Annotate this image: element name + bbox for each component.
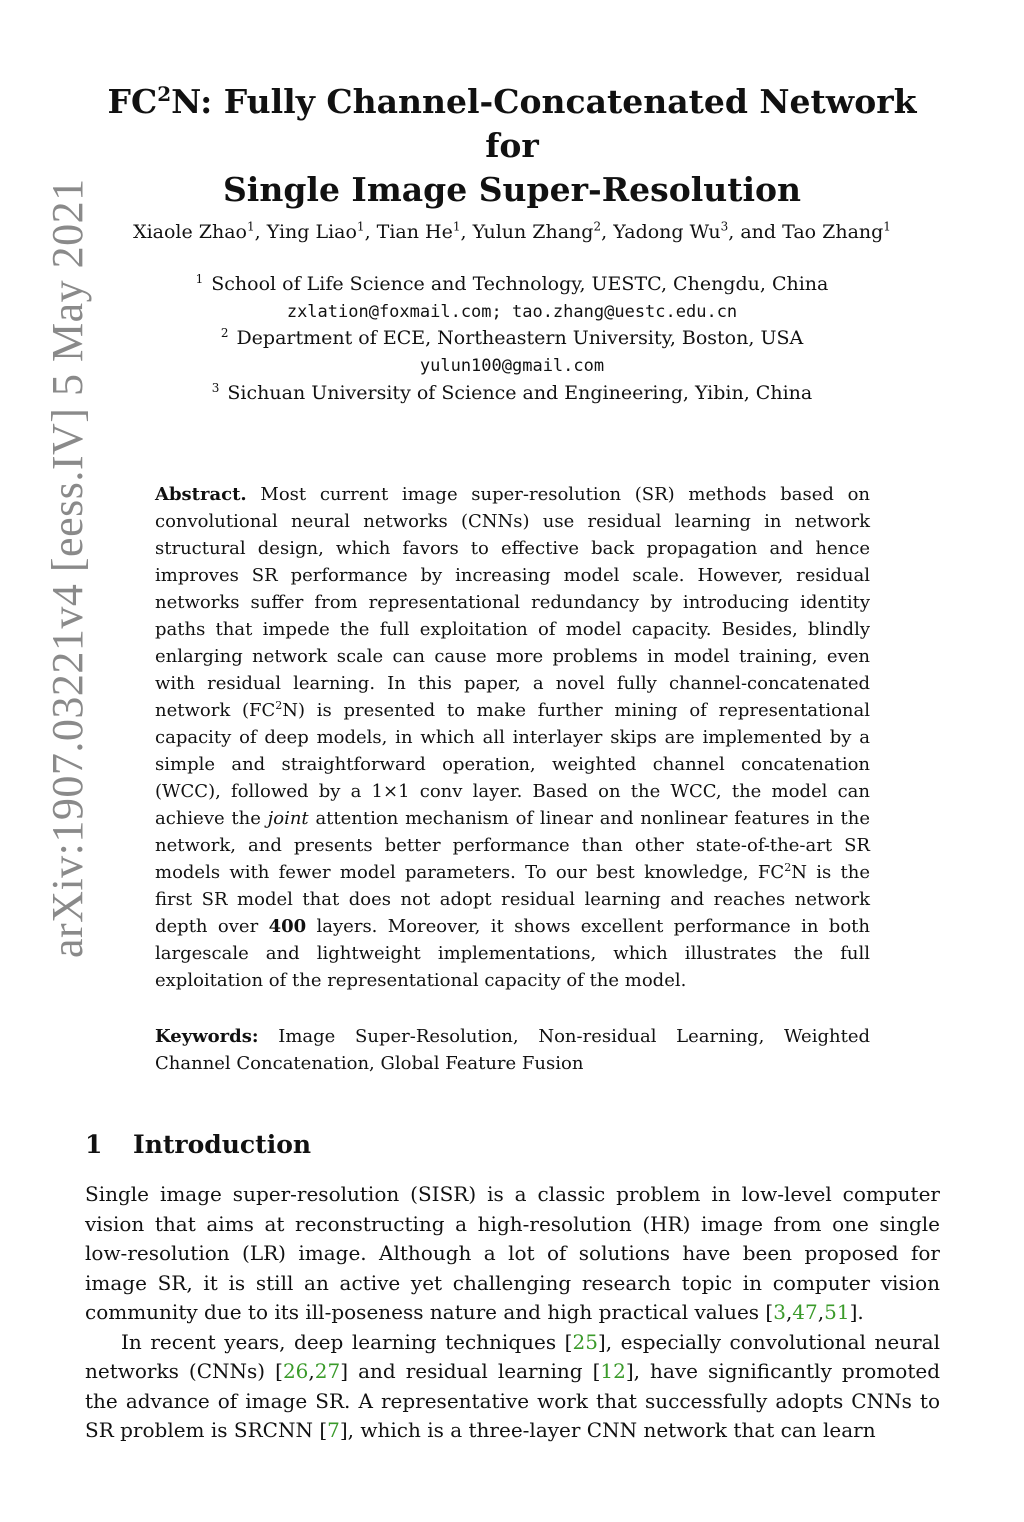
author: Ying Liao: [266, 221, 357, 243]
author: Xiaole Zhao: [133, 221, 247, 243]
affiliation-1: $^1$ School of Life Science and Technology, UESTC, Chengdu, China: [195, 271, 829, 295]
citation-link[interactable]: 26: [282, 1359, 309, 1383]
email-2[interactable]: yulun100@gmail.com: [419, 356, 605, 376]
email-1[interactable]: zxlation@foxmail.com; tao.zhang@uestc.edu.cn: [286, 302, 738, 322]
author: Yulun Zhang: [472, 221, 594, 243]
abstract-label: Abstract.: [155, 484, 247, 505]
citation-link[interactable]: 25: [572, 1329, 598, 1354]
citation-link[interactable]: 3: [773, 1300, 786, 1324]
introduction-body: [85, 1180, 940, 1446]
author: Tian He: [376, 221, 453, 243]
paper-title: [80, 80, 944, 212]
affiliation-3: $^3$ Sichuan University of Science and Engineering, Yibin, China: [211, 380, 813, 404]
author-list: Xiaole Zhao$^1$, Ying Liao$^1$, Tian He$^1$, Yulun Zhang$^2$, Yadong Wu$^3$, and Tao Zhang$^1$: [133, 219, 891, 243]
citation-link[interactable]: 27: [314, 1359, 341, 1383]
intro-paragraph-1: Single image super-resolution (SISR) is a classic problem in low-level computer vision that aims at reconstructing a high-resolution (HR) image from one single low-resolution (LR) image. Although a lot of solutions have been proposed for image SR, it is still an active yet challenging research topic in computer vision community due to its ill-poseness nature and high practical values [3,47,51].: [85, 1182, 940, 1324]
citation-link[interactable]: 12: [600, 1359, 626, 1383]
author: Tao Zhang: [782, 221, 884, 243]
title-line-2: Single Image Super-Resolution: [222, 170, 802, 209]
title-line-1: $FC^2N$: Fully Channel-Concatenated Network for: [107, 82, 917, 165]
arxiv-stamp: arXiv:1907.03221v4 [eess.IV] 5 May 2021: [43, 178, 92, 958]
author: Yadong Wu: [613, 221, 721, 243]
keywords-label: Keywords:: [155, 1026, 259, 1047]
citation-link[interactable]: 7: [327, 1418, 340, 1442]
affiliation-2: $^2$ Department of ECE, Northeastern University, Boston, USA: [220, 325, 804, 349]
keywords: Keywords: Image Super-Resolution, Non-residual Learning, Weighted Channel Concatenation, Global Feature Fusion: [155, 1026, 870, 1074]
citation-link[interactable]: 47: [792, 1300, 818, 1324]
abstract: Abstract. Most current image super-resolution (SR) methods based on convolutional neural networks (CNNs) use residual learning in network structural design, which favors to effective back propagation and hence improves SR performance by increasing model scale. However, residual networks suffer from representational redundancy by introducing identity paths that impede the full exploitation of model capacity. Besides, blindly enlarging network scale can cause more problems in model training, even with residual learning. In this paper, a novel fully channel-concatenated network $(FC^2N)$ is presented to make further mining of representational capacity of deep models, in which all interlayer skips are implemented by a simple and straightforward operation, weighted channel concatenation (WCC), followed by a 1×1 conv layer. Based on the WCC, the model can achieve the joint attention mechanism of linear and nonlinear features in the network, and presents better performance than other state-of-the-art SR models with fewer model parameters. To our best knowledge, $FC^2N$ is the first SR model that does not adopt residual learning and reaches network depth over 400 layers. Moreover, it shows excellent performance in both largescale and lightweight implementations, which illustrates the full exploitation of the representational capacity of the model.: [155, 484, 871, 991]
section-heading: 1 Introduction: [85, 1130, 312, 1159]
intro-paragraph-2: In recent years, deep learning techniques [25], especially convolutional neural networks (CNNs) [26,27] and residual learning [12], have significantly promoted the advance of image SR. A representative work that successfully adopts CNNs to SR problem is SRCNN [7], which is a three-layer CNN network that can learn: [85, 1329, 941, 1442]
citation-link[interactable]: 51: [824, 1300, 850, 1324]
